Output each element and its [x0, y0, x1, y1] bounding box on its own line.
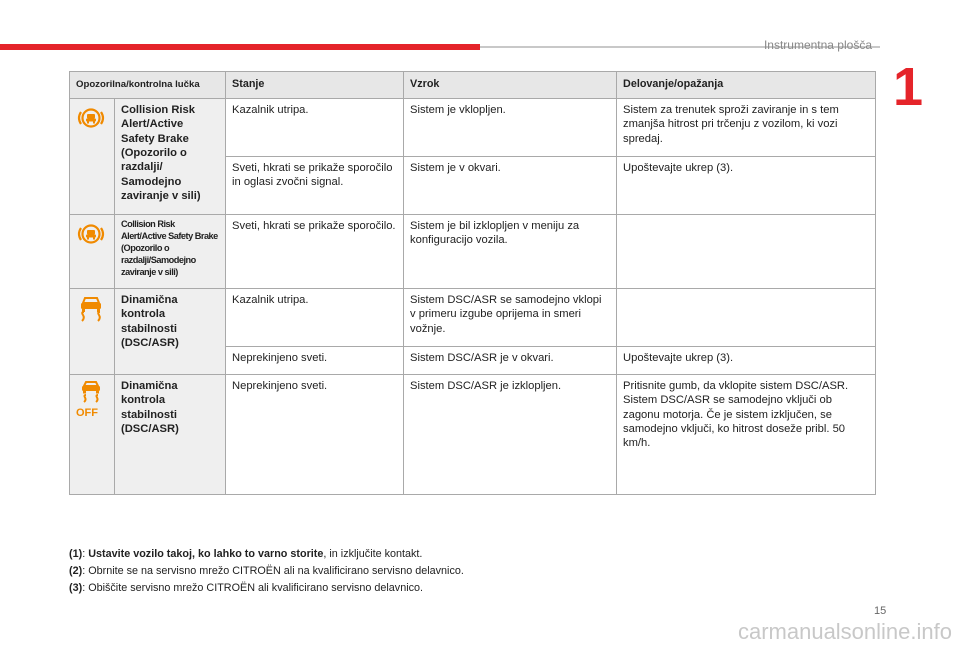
chapter-number: 1: [893, 57, 924, 117]
lamp-name: Collision Risk Alert/Active Safety Brake (Opozorilo o razdalji/ Samodejno zaviranje v sili): [115, 99, 226, 215]
stability-control-icon: [76, 293, 106, 323]
state-cell: Sveti, hkrati se prikaže sporočilo in oglasi zvočni signal.: [226, 157, 404, 215]
state-cell: Neprekinjeno sveti.: [226, 347, 404, 375]
footnote-1: [69, 546, 464, 563]
lamp-name: Dinamična kontrola stabilnosti (DSC/ASR): [115, 289, 226, 375]
lamp-name: Dinamična kontrola stabilnosti (DSC/ASR): [115, 375, 226, 495]
cause-cell: Sistem je bil izklopljen v meniju za konfiguracijo vozila.: [404, 215, 617, 289]
footnote-text: , in izključite kontakt.: [323, 548, 423, 560]
table-header-row: [70, 72, 876, 99]
off-label: OFF: [76, 407, 98, 420]
footnote-ref: (2): [69, 565, 83, 578]
table-row: [70, 289, 876, 347]
lamp-icon-cell: [70, 99, 115, 215]
column-header-lamp: Opozorilna/kontrolna lučka: [70, 72, 226, 99]
column-header-action: Delovanje/opažanja: [617, 72, 876, 99]
action-cell: Pritisnite gumb, da vklopite sistem DSC/ASR. Sistem DSC/ASR se samodejno vključi ob zagonu motorja. Če je sistem izključen, se samodejno vključi, ko hitrost doseže pribl. 50 km/h.: [617, 375, 876, 495]
action-cell: Upoštevajte ukrep (3).: [617, 347, 876, 375]
table-row: [70, 375, 876, 495]
column-header-cause: Vzrok: [404, 72, 617, 99]
footnote-text: : Obiščite servisno mrežo CITROËN ali kvalificirano servisno delavnico.: [82, 582, 424, 595]
collision-alert-icon: [76, 103, 106, 133]
state-cell: Kazalnik utripa.: [226, 99, 404, 157]
footnote-ref: (3): [69, 582, 83, 595]
page-number: 15: [874, 605, 887, 617]
footnotes: [69, 546, 464, 597]
lamp-icon-cell: [70, 215, 115, 289]
state-cell: Sveti, hkrati se prikaže sporočilo.: [226, 215, 404, 289]
column-header-state: Stanje: [226, 72, 404, 99]
stability-control-off-icon: [76, 379, 106, 403]
footnote-ref: (1): [69, 548, 83, 560]
cause-cell: Sistem je v okvari.: [404, 157, 617, 215]
footnote-3: [69, 580, 464, 597]
state-cell: Kazalnik utripa.: [226, 289, 404, 347]
cause-cell: Sistem DSC/ASR se samodejno vklopi v primeru izgube oprijema in smeri vožnje.: [404, 289, 617, 347]
cause-cell: Sistem DSC/ASR je v okvari.: [404, 347, 617, 375]
collision-alert-icon: [76, 219, 106, 249]
action-cell: [617, 289, 876, 347]
lamp-name: Collision Risk Alert/Active Safety Brake (Opozorilo o razdalji/Samodejno zaviranje v sili): [115, 215, 226, 289]
warning-lamp-table: [69, 71, 876, 495]
top-accent-bar: [0, 44, 480, 50]
cause-cell: Sistem DSC/ASR je izklopljen.: [404, 375, 617, 495]
action-cell: [617, 215, 876, 289]
table-row: [70, 99, 876, 157]
state-cell: Neprekinjeno sveti.: [226, 375, 404, 495]
lamp-icon-cell: [70, 375, 115, 495]
footnote-text: : Obrnite se na servisno mrežo CITROËN ali na kvalificirano servisno delavnico.: [82, 565, 464, 578]
footnote-bold-text: Ustavite vozilo takoj, ko lahko to varno storite: [88, 548, 324, 560]
section-title: Instrumentna plošča: [763, 38, 872, 52]
watermark: carmanualsonline.info: [737, 619, 952, 644]
lamp-icon-cell: [70, 289, 115, 375]
footnote-colon: :: [82, 548, 89, 560]
action-cell: Sistem za trenutek sproži zaviranje in s tem zmanjša hitrost pri trčenju z vozilom, ki vozi spredaj.: [617, 99, 876, 157]
footnote-2: [69, 563, 464, 580]
cause-cell: Sistem je vklopljen.: [404, 99, 617, 157]
action-cell: Upoštevajte ukrep (3).: [617, 157, 876, 215]
table-row: [70, 215, 876, 289]
